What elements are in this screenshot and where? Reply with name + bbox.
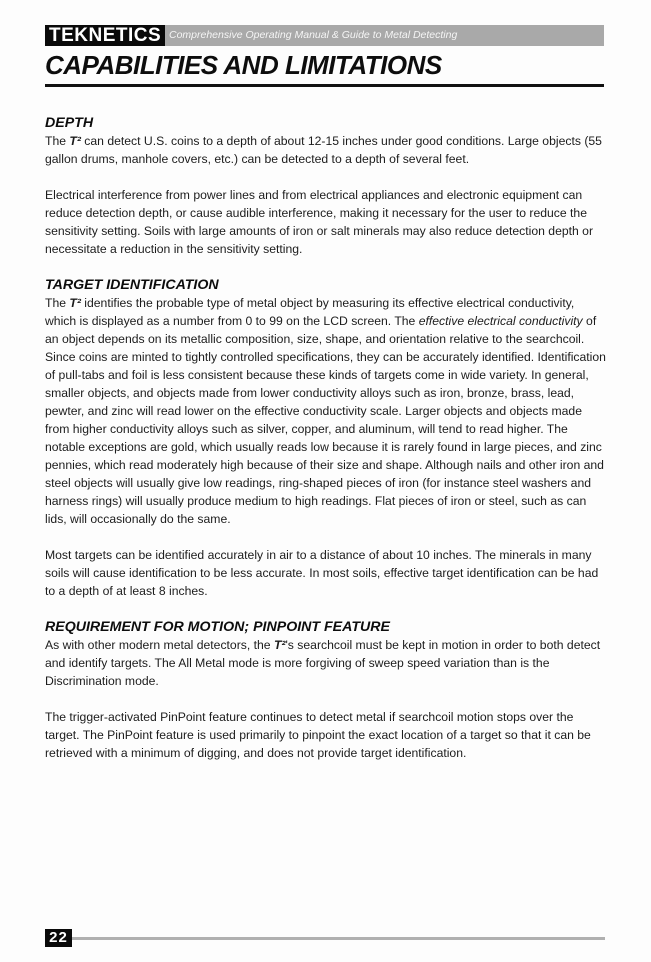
section-target-identification (45, 276, 607, 600)
depth-paragraph-1: The T² can detect U.S. coins to a depth of about 12-15 inches under good conditions. Large objects (55 gallon drums, manhole covers, etc.) can be detected to a depth of several feet. (45, 134, 602, 166)
section-heading-depth: DEPTH (45, 115, 94, 131)
page-title: CAPABILITIES AND LIMITATIONS (45, 50, 442, 80)
title-divider (45, 84, 604, 87)
emphasis-term: effective electrical conductivity (418, 314, 583, 328)
target-id-paragraph-1: The T² identifies the probable type of metal object by measuring its effective electrical conductivity, which is displayed as a number from 0 to 99 on the LCD screen. The effective electrical conductivity of an object depends on its metallic composition, size, shape, and orientation relative to the searchcoil. Since coins are minted to tightly controlled specifications, they can be accurately identified. Identification of pull-tabs and foil is less consistent because these kinds of targets come in wide variety. In general, smaller objects, and objects made from lower conductivity alloys such as iron, bronze, brass, lead, pewter, and zinc will read lower on the effective conductivity scale. Larger objects and objects made from higher conductivity alloys such as silver, copper, and aluminum, will tend to read higher. The notable exceptions are gold, which usually reads low because it is rarely found in large pieces, and zinc pennies, which read moderately high because of their size and shape. Although nails and other iron and steel objects will usually give low readings, ring-shaped pieces of iron (for instance steel washers and harness rings) will usually produce medium to high readings. Flat pieces of iron or steel, such as can lids, will occasionally do the same. (45, 296, 606, 526)
model-name: T² (273, 638, 286, 652)
depth-paragraph-2: Electrical interference from power lines and from electrical appliances and electronic equipment can reduce detection depth, or cause audible interference, making it necessary for the user to reduce the sensitivity setting. Soils with large amounts of iron or salt minerals may also reduce detection depth or necessitate a reduction in the sensitivity setting. (45, 188, 594, 256)
footer-divider (72, 937, 605, 940)
section-depth (45, 114, 607, 258)
section-motion-pinpoint (45, 618, 607, 762)
model-name: T² (69, 134, 81, 148)
header-tagline: Comprehensive Operating Manual & Guide to Metal Detecting (169, 29, 458, 41)
page-content (45, 114, 607, 780)
motion-paragraph-1: As with other modern metal detectors, the T²'s searchcoil must be kept in motion in order to both detect and identify targets. The All Metal mode is more forgiving of sweep speed variation than is the Discrimination mode. (45, 638, 601, 688)
section-heading-motion-pinpoint: REQUIREMENT FOR MOTION; PINPOINT FEATURE (45, 619, 390, 635)
section-heading-target-identification: TARGET IDENTIFICATION (45, 277, 219, 293)
target-id-paragraph-2: Most targets can be identified accurately in air to a distance of about 10 inches. The minerals in many soils will cause identification to be less accurate. In most soils, effective target identification can be had to a depth of at least 8 inches. (45, 548, 599, 598)
page-number: 22 (45, 929, 72, 947)
motion-paragraph-2: The trigger-activated PinPoint feature continues to detect metal if searchcoil motion stops over the target. The PinPoint feature is used primarily to pinpoint the exact location of a target so that it can be retrieved with a minimum of digging, and does not provide target identification. (45, 710, 591, 760)
model-name: T² (69, 296, 81, 310)
brand-logo: TEKNETICS (45, 25, 165, 46)
header-bar (45, 25, 604, 46)
